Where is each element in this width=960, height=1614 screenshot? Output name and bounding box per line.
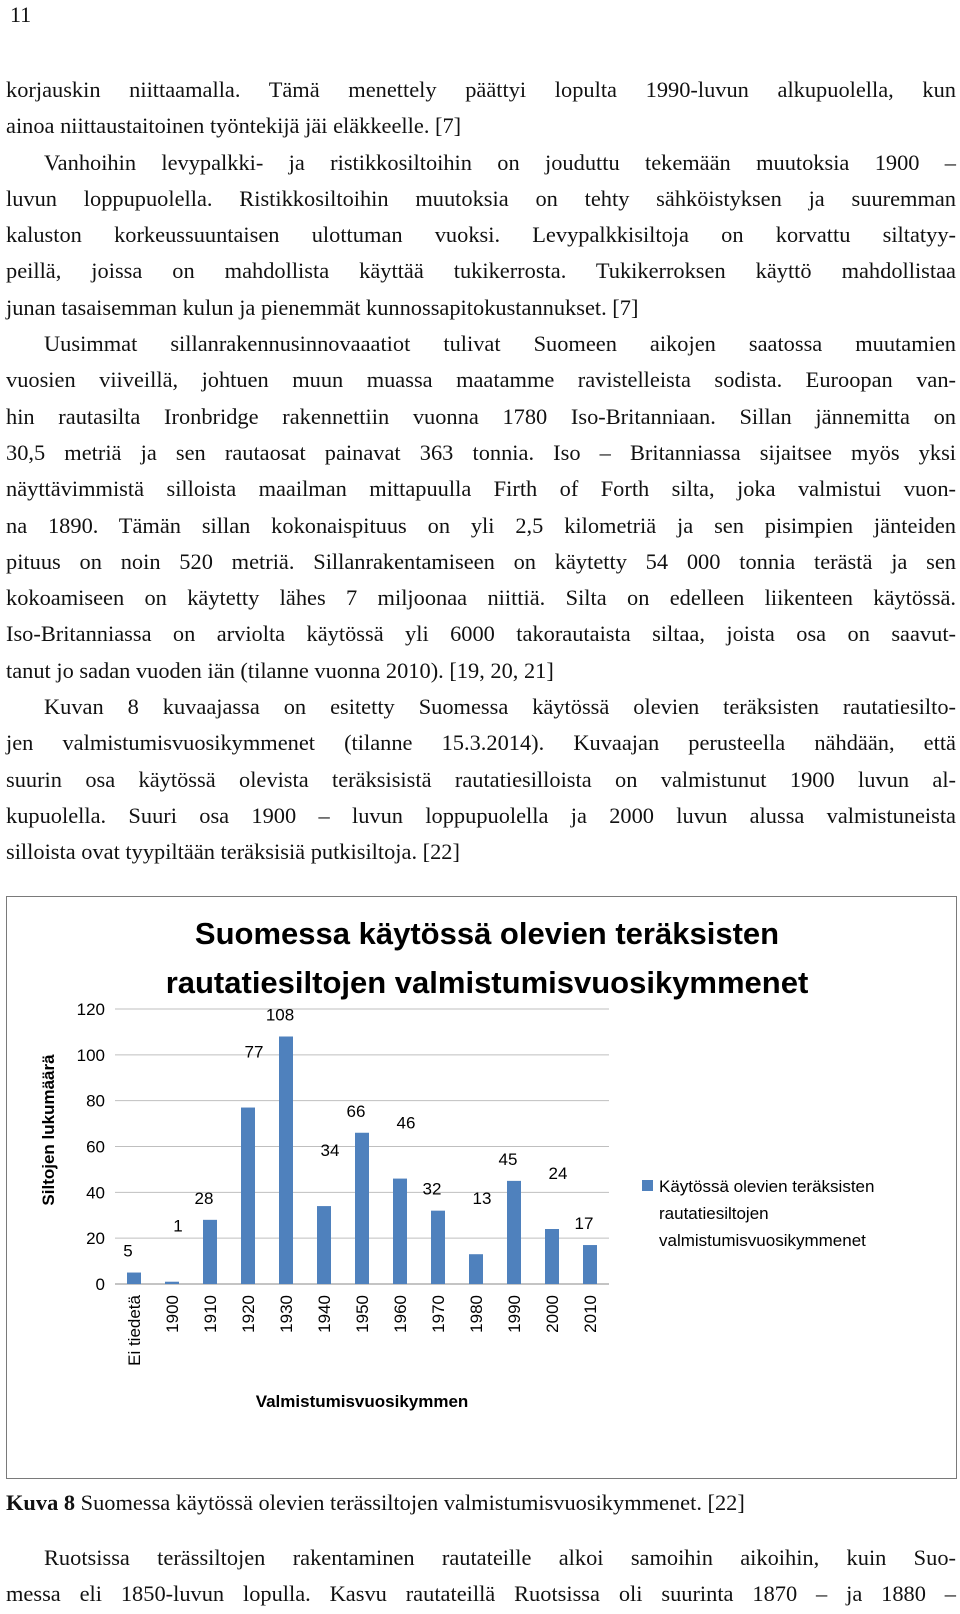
bars <box>127 1037 597 1285</box>
y-tick-label: 100 <box>76 1045 105 1065</box>
text-line: Kuvan 8 kuvaajassa on esitetty Suomessa käytössä olevien teräksisten rautatiesilto- <box>44 694 956 720</box>
text-line: hin rautasilta Ironbridge rakennettiin vuonna 1780 Iso-Britanniaan. Sillan jännemitta on <box>6 403 956 429</box>
bar <box>545 1229 559 1284</box>
caption-text: Suomessa käytössä olevien terässiltojen valmistumisvuosikymmenet. [22] <box>75 1490 745 1515</box>
x-tick-label: 1980 <box>467 1295 486 1333</box>
legend-swatch <box>642 1180 653 1191</box>
bar <box>355 1133 369 1284</box>
text-line: kupuolella. Suuri osa 1900 – luvun loppupuolella ja 2000 luvun alussa valmistuneista <box>6 802 956 828</box>
y-tick-label: 0 <box>95 1275 105 1294</box>
bar <box>393 1179 407 1284</box>
x-axis-ticks <box>125 1294 600 1365</box>
data-label: 34 <box>320 1141 340 1161</box>
text-line: Iso-Britanniassa on arviolta käytössä yli 6000 takorautaista siltaa, joista osa on saavut- <box>6 621 956 647</box>
text-line: silloista ovat tyypiltään teräksisiä putkisiltoja. [22] <box>6 839 460 865</box>
chart-title-line: rautatiesiltojen valmistumisvuosikymmenet <box>165 965 809 1000</box>
data-label: 1 <box>173 1216 183 1236</box>
data-label: 32 <box>422 1179 442 1199</box>
text-line: ainoa niittaustaitoinen työntekijä jäi eläkkeelle. [7] <box>6 113 462 139</box>
y-tick-label: 120 <box>76 1000 105 1019</box>
data-label: 46 <box>396 1113 416 1133</box>
chart-frame <box>6 896 957 1479</box>
data-label: 77 <box>244 1042 264 1062</box>
text-line: Uusimmat sillanrakennusinnovaaatiot tulivat Suomeen aikojen saatossa muutamien <box>44 331 956 357</box>
legend-label-line: Käytössä olevien teräksisten <box>659 1177 875 1196</box>
bar <box>279 1037 293 1285</box>
text-line: na 1890. Tämän sillan kokonaispituus on yli 2,5 kilometriä ja sen pisimpien jänteiden <box>6 512 956 538</box>
bar <box>583 1245 597 1284</box>
x-tick-label: 1900 <box>163 1295 182 1333</box>
body-paragraph-bottom <box>6 1540 956 1613</box>
text-line: Vanhoihin levypalkki- ja ristikkosiltoihin on jouduttu tekemään muutoksia 1900 – <box>44 149 956 175</box>
x-tick-label: 1910 <box>201 1295 220 1333</box>
x-tick-label: 1960 <box>391 1295 410 1333</box>
bar <box>127 1273 141 1284</box>
figure-caption <box>6 1490 745 1516</box>
text-line: pituus on noin 520 metriä. Sillanrakentamiseen on käytetty 54 000 tonnia terästä ja sen <box>6 548 956 574</box>
y-tick-label: 20 <box>86 1229 105 1249</box>
x-tick-label: 1950 <box>353 1295 372 1333</box>
text-line: näyttävimmistä silloista maailman mittapuulla Firth of Forth silta, joka valmistui vuon- <box>6 476 956 502</box>
y-tick-label: 40 <box>86 1183 105 1203</box>
bar <box>507 1181 521 1284</box>
bar <box>469 1254 483 1284</box>
text-line: junan tasaisemman kulun ja pienemmät kunnossapitokustannukset. [7] <box>6 294 639 320</box>
text-line: peillä, joissa on mahdollista käyttää tukikerrosta. Tukikerroksen käyttö mahdollistaa <box>6 258 956 284</box>
text-line: luvun loppupuolella. Ristikkosiltoihin muutoksia on tehty sähköistyksen ja suuremman <box>6 185 956 211</box>
x-tick-label: 1920 <box>239 1295 258 1333</box>
x-tick-label: 2000 <box>543 1295 562 1333</box>
bar <box>431 1211 445 1284</box>
x-tick-label: 1970 <box>429 1295 448 1333</box>
text-line: korjauskin niittaamalla. Tämä menettely päättyi lopulta 1990-luvun alkupuolella, kun <box>6 77 956 102</box>
data-label: 28 <box>194 1188 214 1208</box>
text-line: tanut jo sadan vuoden iän (tilanne vuonna 2010). [19, 20, 21] <box>6 657 554 683</box>
text-line: kaluston korkeussuuntaisen ulottuman vuoksi. Levypalkkisiltoja on korvattu siltatyy- <box>6 222 956 248</box>
text-line: Ruotsissa terässiltojen rakentaminen rautateille alkoi samoihin aikoihin, kuin Suo- <box>44 1545 956 1570</box>
data-label: 13 <box>472 1189 492 1209</box>
bar <box>317 1206 331 1284</box>
x-tick-label: 1990 <box>505 1295 524 1333</box>
y-tick-label: 80 <box>86 1091 105 1111</box>
body-paragraphs <box>6 72 956 871</box>
text-line: vuosien viiveillä, johtuen muun muassa maatamme ravistelleista sodista. Euroopan van- <box>6 367 956 393</box>
x-tick-label: 1940 <box>315 1295 334 1333</box>
data-label: 108 <box>265 1005 295 1025</box>
bar <box>165 1282 179 1284</box>
legend-label-line: rautatiesiltojen <box>659 1204 769 1223</box>
x-tick-label: Ei tiedetä <box>125 1295 144 1366</box>
chart-title-line: Suomessa käytössä olevien teräksisten <box>194 916 780 951</box>
data-label: 5 <box>123 1241 133 1261</box>
data-label: 17 <box>574 1214 594 1234</box>
y-axis-ticks <box>77 1000 105 1294</box>
data-label: 66 <box>346 1101 366 1121</box>
data-label: 24 <box>548 1164 568 1183</box>
text-line: suurin osa käytössä olevista teräksisistä rautatiesilloista on valmistunut 1900 luvun al- <box>6 766 956 792</box>
bar-chart <box>7 897 958 1480</box>
text-line: kokoamiseen on käytetty lähes 7 miljoonaa niittiä. Silta on edelleen liikenteen käytössä. <box>6 585 956 611</box>
x-axis-title: Valmistumisvuosikymmen <box>255 1392 469 1411</box>
data-label: 45 <box>498 1149 518 1169</box>
page-number: 11 <box>10 2 32 27</box>
text-line: 30,5 metriä ja sen rautaosat painavat 363 tonnia. Iso – Britanniassa sijaitsee myös yksi <box>6 439 956 465</box>
y-tick-label: 60 <box>86 1137 105 1157</box>
bar <box>203 1220 217 1284</box>
x-tick-label: 1930 <box>277 1295 296 1333</box>
legend-label-line: valmistumisvuosikymmenet <box>659 1231 866 1250</box>
text-line: messa eli 1850-luvun lopulla. Kasvu rautateillä Ruotsissa oli suurinta 1870 – ja 1880 – <box>6 1581 956 1607</box>
text-line: jen valmistumisvuosikymmenet (tilanne 15.3.2014). Kuvaajan perusteella nähdään, että <box>6 730 956 756</box>
bar <box>241 1108 255 1284</box>
caption-label: Kuva 8 <box>6 1490 76 1515</box>
x-tick-label: 2010 <box>581 1295 600 1333</box>
y-axis-title: Siltojen lukumäärä <box>39 1054 58 1206</box>
